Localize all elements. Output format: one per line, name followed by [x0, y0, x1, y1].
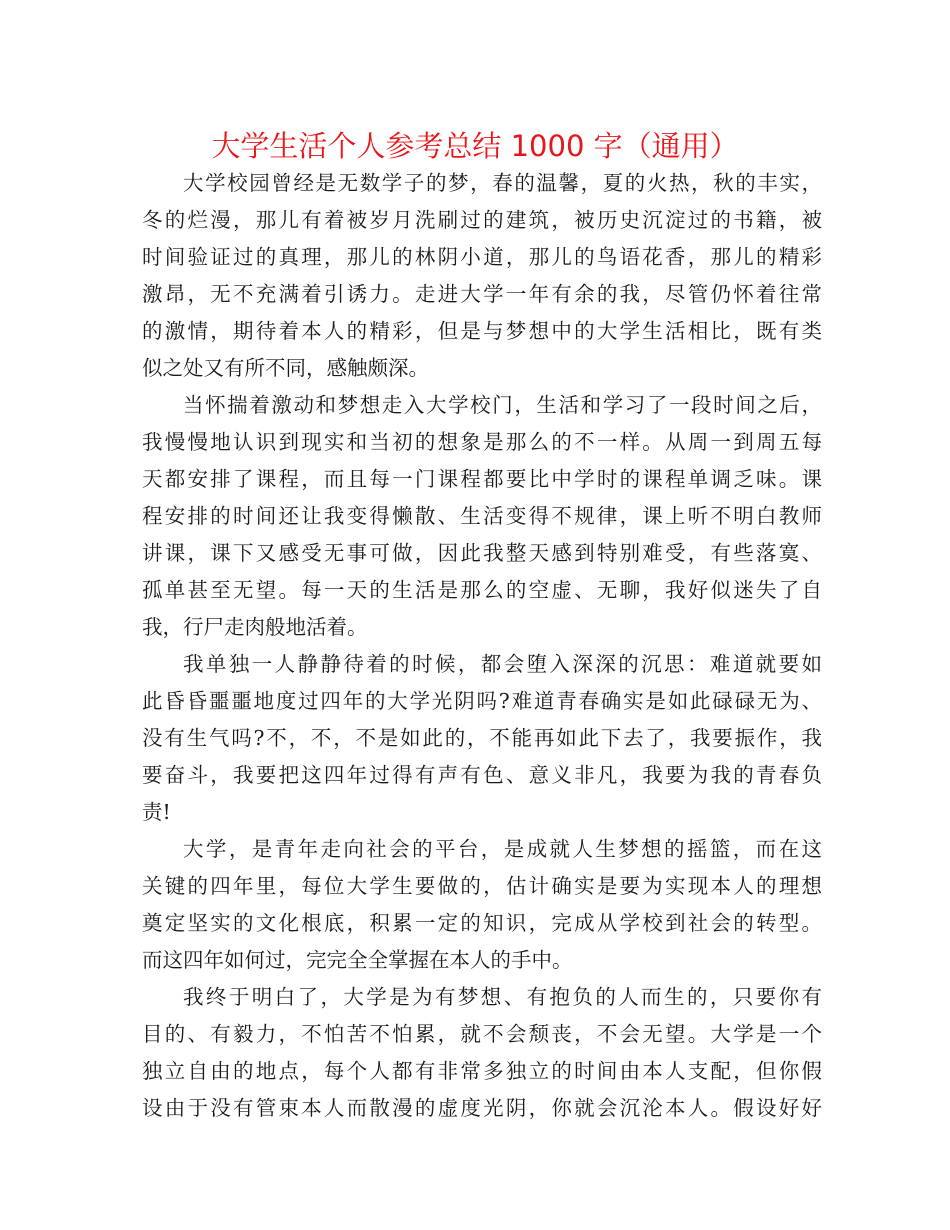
text-line: 天都安排了课程，而且每一门课程都要比中学时的课程单调乏味。课: [142, 467, 822, 491]
text-line: 似之处又有所不同，感触颇深。: [142, 356, 429, 380]
paragraph: [142, 387, 822, 646]
text-line: 大学，是青年走向社会的平台，是成就人生梦想的摇篮，而在这: [183, 837, 822, 861]
paragraph: [142, 646, 822, 831]
paragraph: [142, 979, 822, 1127]
text-line: 关键的四年里，每位大学生要做的，估计确实是要为实现本人的理想: [142, 874, 822, 898]
text-line: 孤单甚至无望。每一天的生活是那么的空虚、无聊，我好似迷失了自: [142, 578, 822, 602]
text-line: 的激情，期待着本人的精彩，但是与梦想中的大学生活相比，既有类: [142, 319, 822, 343]
text-line: 当怀揣着激动和梦想走入大学校门，生活和学习了一段时间之后，: [183, 393, 822, 417]
text-line: 我终于明白了，大学是为有梦想、有抱负的人而生的，只要你有: [183, 985, 822, 1009]
text-line: 责!: [142, 800, 171, 824]
text-line: 要奋斗，我要把这四年过得有声有色、意义非凡，我要为我的青春负: [142, 763, 822, 787]
text-line: 设由于没有管束本人而散漫的虚度光阴，你就会沉沦本人。假设好好: [142, 1096, 822, 1120]
document-body: [142, 165, 822, 1127]
text-line: 讲课，课下又感受无事可做，因此我整天感到特别难受，有些落寞、: [142, 541, 822, 565]
text-line: 我单独一人静静待着的时候，都会堕入深深的沉思：难道就要如: [183, 652, 822, 676]
paragraph: [142, 165, 822, 387]
text-line: 奠定坚实的文化根底，积累一定的知识，完成从学校到社会的转型。: [142, 911, 822, 935]
text-line: 独立自由的地点，每个人都有非常多独立的时间由本人支配，但你假: [142, 1059, 822, 1083]
document-title: 大学生活个人参考总结 1000 字（通用）: [211, 129, 739, 163]
text-line: 时间验证过的真理，那儿的林阴小道，那儿的鸟语花香，那儿的精彩: [142, 245, 822, 269]
text-line: 激昂，无不充满着引诱力。走进大学一年有余的我，尽管仍怀着往常: [142, 282, 822, 306]
text-line: 冬的烂漫，那儿有着被岁月洗刷过的建筑，被历史沉淀过的书籍，被: [142, 208, 822, 232]
text-line: 程安排的时间还让我变得懒散、生活变得不规律，课上听不明白教师: [142, 504, 822, 528]
text-line: 没有生气吗?不，不，不是如此的，不能再如此下去了，我要振作，我: [142, 726, 822, 750]
text-line: 目的、有毅力，不怕苦不怕累，就不会颓丧，不会无望。大学是一个: [142, 1022, 822, 1046]
paragraph: [142, 831, 822, 979]
text-line: 我慢慢地认识到现实和当初的想象是那么的不一样。从周一到周五每: [142, 430, 822, 454]
text-line: 此昏昏噩噩地度过四年的大学光阴吗?难道青春确实是如此碌碌无为、: [142, 689, 822, 713]
text-line: 而这四年如何过，完完全全掌握在本人的手中。: [142, 948, 573, 972]
text-line: 我，行尸走肉般地活着。: [142, 615, 368, 639]
text-line: 大学校园曾经是无数学子的梦，春的温馨，夏的火热，秋的丰实，: [183, 171, 822, 195]
